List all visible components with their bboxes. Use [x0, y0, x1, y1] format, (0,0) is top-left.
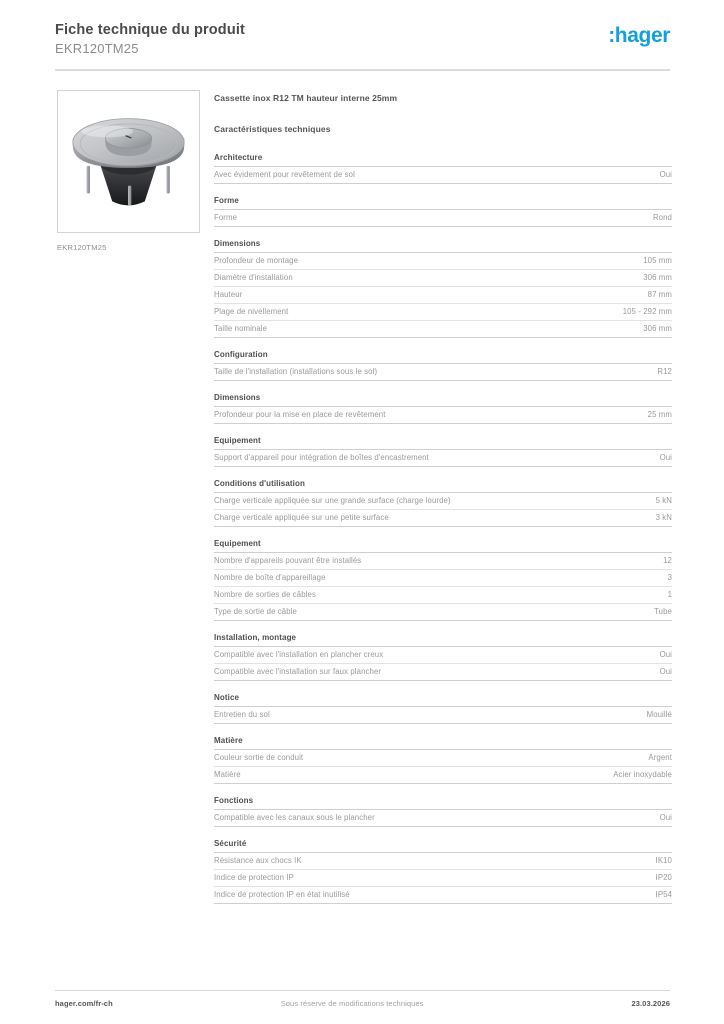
- spec-row: [214, 707, 672, 724]
- spec-row-value: 5 kN: [655, 496, 672, 505]
- product-reference: EKR120TM25: [55, 41, 139, 56]
- spec-row-value: 3: [667, 573, 672, 582]
- spec-row: [214, 493, 672, 510]
- spec-row: [214, 570, 672, 587]
- spec-row: [214, 450, 672, 467]
- spec-row-label: Support d'appareil pour intégration de boîtes d'encastrement: [214, 453, 429, 462]
- spec-row-label: Forme: [214, 213, 238, 222]
- spec-row-value: Oui: [659, 453, 672, 462]
- spec-row-value: 1: [667, 590, 672, 599]
- spec-row-value: Argent: [648, 753, 672, 762]
- product-image-block: [57, 90, 202, 253]
- spec-row: [214, 810, 672, 827]
- spec-row-value: 105 mm: [643, 256, 672, 265]
- spec-row-label: Taille nominale: [214, 324, 268, 333]
- spec-row: [214, 321, 672, 338]
- spec-row: [214, 870, 672, 887]
- spec-row-value: Tube: [654, 607, 672, 616]
- header-divider: [55, 69, 670, 71]
- spec-row: [214, 210, 672, 227]
- spec-row-value: 12: [663, 556, 672, 565]
- spec-row-value: 306 mm: [643, 273, 672, 282]
- spec-row-label: Compatible avec les canaux sous le plancher: [214, 813, 375, 822]
- spec-group: [214, 538, 672, 621]
- spec-row-label: Entretien du sol: [214, 710, 270, 719]
- product-image-caption: EKR120TM25: [57, 243, 107, 252]
- spec-row-label: Nombre de boîte d'appareillage: [214, 573, 326, 582]
- spec-group: [214, 195, 672, 227]
- spec-group: [214, 692, 672, 724]
- spec-row-label: Nombre de sorties de câbles: [214, 590, 316, 599]
- spec-row-value: IP20: [655, 873, 672, 882]
- product-image-frame: [57, 90, 200, 233]
- spec-row: [214, 887, 672, 904]
- spec-row-label: Charge verticale appliquée sur une grande surface (charge lourde): [214, 496, 451, 505]
- spec-row-value: Acier inoxydable: [613, 770, 672, 779]
- spec-row-label: Diamètre d'installation: [214, 273, 293, 282]
- spec-row-value: R12: [657, 367, 672, 376]
- spec-row: [214, 553, 672, 570]
- spec-row-value: Rond: [652, 213, 672, 222]
- spec-group-title: Notice: [214, 692, 672, 707]
- footer-date: 23.03.2026: [631, 999, 670, 1008]
- spec-row: [214, 407, 672, 424]
- spec-row: [214, 304, 672, 321]
- spec-row: [214, 647, 672, 664]
- spec-row-label: Compatible avec l'installation sur faux plancher: [214, 667, 382, 676]
- spec-group: [214, 735, 672, 784]
- spec-row-label: Indice de protection IP: [214, 873, 294, 882]
- spec-group-title: Equipement: [214, 538, 672, 553]
- spec-group-title: Matière: [214, 735, 672, 750]
- spec-group-title: Sécurité: [214, 838, 672, 853]
- footer-disclaimer: Sous réserve de modifications techniques: [280, 999, 424, 1008]
- page-title: Fiche technique du produit: [55, 22, 245, 38]
- spec-group-title: Architecture: [214, 152, 672, 167]
- spec-group-title: Dimensions: [214, 238, 672, 253]
- spec-group: [214, 478, 672, 527]
- spec-group: [214, 152, 672, 184]
- page-header: [55, 22, 670, 69]
- spec-group-title: Equipement: [214, 435, 672, 450]
- specifications-heading: Caractéristiques techniques: [214, 124, 331, 134]
- product-name: Cassette inox R12 TM hauteur interne 25mm: [214, 93, 398, 103]
- spec-row-label: Charge verticale appliquée sur une petite surface: [214, 513, 389, 522]
- spec-row-value: IK10: [655, 856, 672, 865]
- footer-divider: [55, 990, 670, 991]
- spec-row: [214, 270, 672, 287]
- spec-row: [214, 510, 672, 527]
- spec-group-title: Fonctions: [214, 795, 672, 810]
- spec-group: [214, 435, 672, 467]
- spec-row-value: 25 mm: [647, 410, 672, 419]
- spec-group: [214, 349, 672, 381]
- spec-row-value: Oui: [659, 650, 672, 659]
- spec-row-label: Avec évidement pour revêtement de sol: [214, 170, 355, 179]
- spec-row-label: Profondeur pour la mise en place de revêtement: [214, 410, 386, 419]
- spec-row-value: 306 mm: [643, 324, 672, 333]
- spec-row-label: Profondeur de montage: [214, 256, 299, 265]
- spec-group-title: Installation, montage: [214, 632, 672, 647]
- spec-row: [214, 253, 672, 270]
- spec-row-label: Matière: [214, 770, 241, 779]
- spec-row-label: Résistance aux chocs IK: [214, 856, 302, 865]
- spec-row-value: Oui: [659, 667, 672, 676]
- spec-row-value: 105 - 292 mm: [622, 307, 672, 316]
- spec-row-value: Oui: [659, 813, 672, 822]
- spec-row: [214, 750, 672, 767]
- spec-group: [214, 392, 672, 424]
- product-photo-icon: [58, 91, 199, 232]
- spec-row-label: Couleur sortie de conduit: [214, 753, 304, 762]
- spec-row: [214, 167, 672, 184]
- spec-row-label: Nombre d'appareils pouvant être installés: [214, 556, 362, 565]
- spec-group: [214, 238, 672, 338]
- spec-row: [214, 853, 672, 870]
- spec-row: [214, 664, 672, 681]
- spec-row-value: Oui: [659, 170, 672, 179]
- spec-group: [214, 632, 672, 681]
- page-footer: [55, 999, 670, 1008]
- spec-row-label: Indice de protection IP en état inutilisé: [214, 890, 350, 899]
- spec-row-label: Compatible avec l'installation en plancher creux: [214, 650, 384, 659]
- footer-website-link[interactable]: hager.com/fr-ch: [55, 999, 113, 1008]
- spec-group-title: Conditions d'utilisation: [214, 478, 672, 493]
- spec-row: [214, 287, 672, 304]
- spec-row-label: Hauteur: [214, 290, 243, 299]
- header-titles: [55, 22, 245, 57]
- spec-group-title: Dimensions: [214, 392, 672, 407]
- spec-group: [214, 795, 672, 827]
- spec-row: [214, 604, 672, 621]
- spec-group-title: Forme: [214, 195, 672, 210]
- spec-row-value: IP54: [655, 890, 672, 899]
- spec-row-label: Type de sortie de câble: [214, 607, 297, 616]
- spec-row-label: Taille de l'installation (installations sous le sol): [214, 367, 378, 376]
- spec-group: [214, 838, 672, 904]
- spec-row: [214, 767, 672, 784]
- spec-row: [214, 587, 672, 604]
- spec-row-value: Mouillé: [646, 710, 672, 719]
- specifications-area: [214, 92, 672, 915]
- specification-groups: [214, 152, 672, 904]
- spec-row-value: 87 mm: [647, 290, 672, 299]
- spec-group-title: Configuration: [214, 349, 672, 364]
- spec-row: [214, 364, 672, 381]
- spec-row-value: 3 kN: [655, 513, 672, 522]
- spec-row-label: Plage de nivellement: [214, 307, 289, 316]
- hager-logo: ​:hager: [608, 24, 670, 47]
